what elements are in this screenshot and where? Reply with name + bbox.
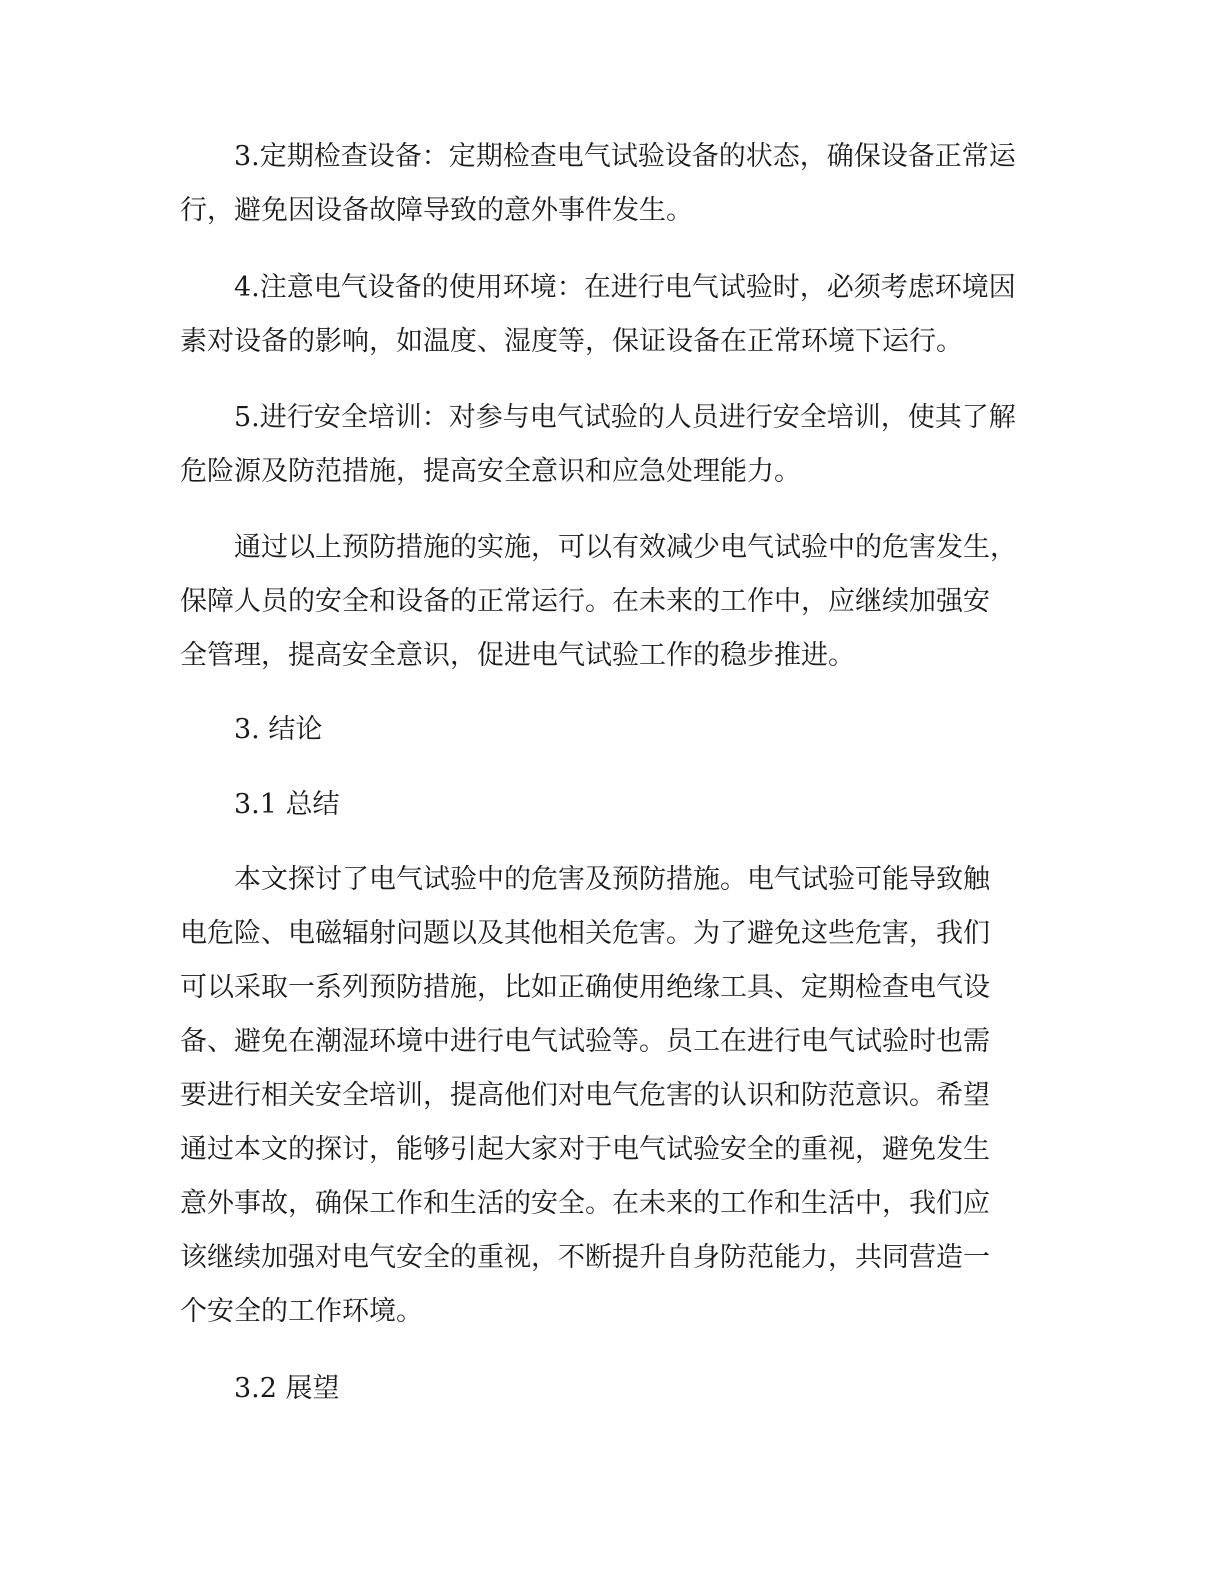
section-heading-conclusion: 3. 结论 (234, 714, 323, 745)
paragraph-line-conclusion-1: 本文探讨了电气试验中的危害及预防措施。电气试验可能导致触 (234, 864, 990, 895)
paragraph-line-summary-3: 全管理，提高安全意识，促进电气试验工作的稳步推进。 (180, 640, 855, 671)
paragraph-line-item-3-1: 3.定期检查设备：定期检查电气试验设备的状态，确保设备正常运 (234, 141, 1016, 172)
paragraph-line-conclusion-6: 通过本文的探讨，能够引起大家对于电气试验安全的重视，避免发生 (180, 1134, 990, 1165)
paragraph-line-conclusion-8: 该继续加强对电气安全的重视，不断提升自身防范能力，共同营造一 (180, 1242, 990, 1273)
paragraph-line-conclusion-7: 意外事故，确保工作和生活的安全。在未来的工作和生活中，我们应 (180, 1188, 990, 1219)
paragraph-line-conclusion-2: 电危险、电磁辐射问题以及其他相关危害。为了避免这些危害，我们 (180, 918, 990, 949)
subsection-heading-summary: 3.1 总结 (234, 789, 340, 820)
paragraph-line-item-4-1: 4.注意电气设备的使用环境：在进行电气试验时，必须考虑环境因 (234, 272, 1016, 303)
paragraph-line-item-5-1: 5.进行安全培训：对参与电气试验的人员进行安全培训，使其了解 (234, 402, 1016, 433)
subsection-heading-outlook: 3.2 展望 (234, 1373, 340, 1404)
paragraph-line-summary-2: 保障人员的安全和设备的正常运行。在未来的工作中，应继续加强安 (180, 586, 990, 617)
paragraph-line-item-3-2: 行，避免因设备故障导致的意外事件发生。 (180, 195, 693, 226)
paragraph-line-conclusion-4: 备、避免在潮湿环境中进行电气试验等。员工在进行电气试验时也需 (180, 1026, 990, 1057)
paragraph-line-item-5-2: 危险源及防范措施，提高安全意识和应急处理能力。 (180, 456, 801, 487)
paragraph-line-conclusion-9: 个安全的工作环境。 (180, 1296, 423, 1327)
paragraph-line-conclusion-3: 可以采取一系列预防措施，比如正确使用绝缘工具、定期检查电气设 (180, 972, 990, 1003)
paragraph-line-summary-1: 通过以上预防措施的实施，可以有效减少电气试验中的危害发生， (234, 532, 1017, 563)
paragraph-line-conclusion-5: 要进行相关安全培训，提高他们对电气危害的认识和防范意识。希望 (180, 1080, 990, 1111)
paragraph-line-item-4-2: 素对设备的影响，如温度、湿度等，保证设备在正常环境下运行。 (180, 326, 963, 357)
